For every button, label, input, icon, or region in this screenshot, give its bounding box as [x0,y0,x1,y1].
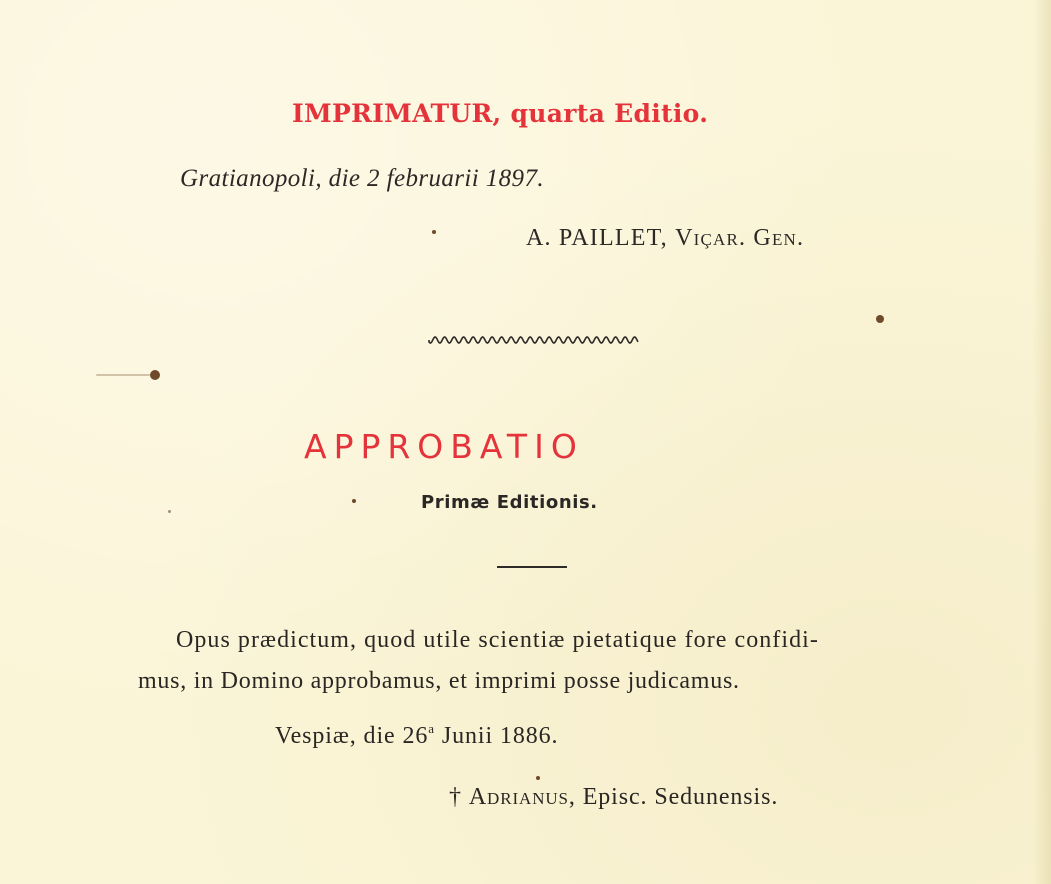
paper-speck [352,499,356,503]
signature-name: A. PAILLET, [526,225,676,251]
bishop-name: Adrianus [468,784,569,810]
paper-speck [96,374,150,376]
approbatio-signature [449,784,778,811]
approbatio-subheading: Primæ Editionis. [421,492,598,513]
approbatio-text-line-1: Opus prædictum, quod utile scientiæ pietatique fore confidi- [176,627,819,653]
paper-speck [150,370,160,380]
wavy-divider [428,334,640,346]
date-suffix: Junii 1886. [434,723,559,749]
imprimatur-place-date: Gratianopoli, die 2 februarii 1897. [180,165,544,192]
short-rule-divider [497,566,567,568]
cross-symbol: † [449,784,469,810]
paper-speck [168,510,171,513]
paper-speck [876,315,884,323]
paper-speck [432,230,436,234]
paper-speck [536,776,540,780]
date-prefix: Vespiæ, die 26 [275,723,429,749]
imprimatur-signature [526,225,804,252]
signature-title: Viçar. Gen. [675,225,805,251]
approbatio-text-line-2: mus, in Domino approbamus, et imprimi posse judicamus. [138,668,740,694]
imprimatur-heading: IMPRIMATUR, quarta Editio. [292,99,709,128]
bishop-title: , Episc. Sedunensis. [568,784,779,810]
approbatio-date [275,721,558,750]
approbatio-heading: APPROBATIO [304,427,584,466]
date-superscript: a [428,721,435,736]
